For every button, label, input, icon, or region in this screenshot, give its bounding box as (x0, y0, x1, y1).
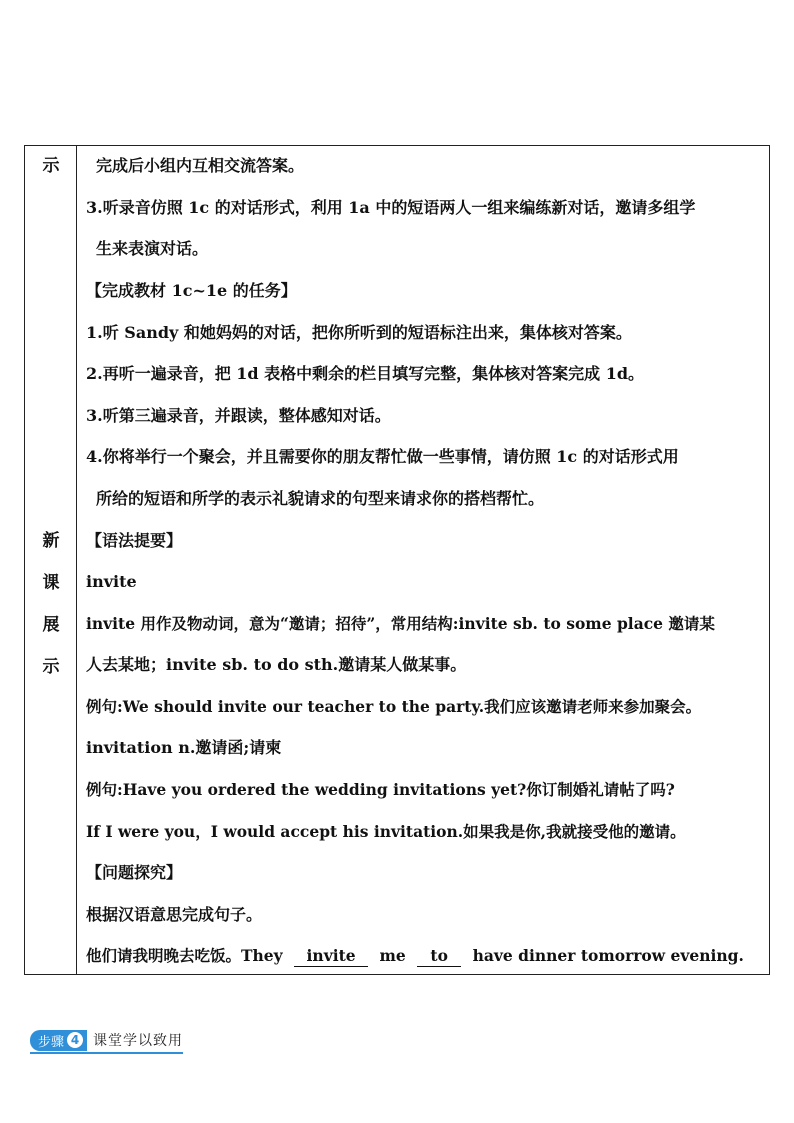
exercise-middle: me (379, 946, 406, 965)
content-line: 人去某地；invite sb. to do sth.邀请某人做某事。 (86, 655, 467, 674)
section-label-char: 新 (42, 531, 60, 551)
content-line: 完成后小组内互相交流答案。 (96, 156, 305, 175)
lesson-table (24, 145, 770, 975)
content-line: 所给的短语和所学的表示礼貌请求的句型来请求你的搭档帮忙。 (96, 489, 545, 508)
step-number: 4 (67, 1032, 83, 1048)
step-badge-label: 步骤 (38, 1034, 65, 1050)
exercise-sentence (86, 944, 768, 968)
answer-blank-2: to (417, 946, 461, 967)
section-heading: 【语法提要】 (86, 531, 183, 550)
section-label-char: 课 (42, 573, 60, 593)
step-header (30, 1030, 183, 1054)
answer-blank-1: invite (294, 946, 368, 967)
step-title: 课堂学以致用 (93, 1033, 184, 1049)
content-line: invite (86, 572, 137, 591)
example-sentence: 例句:Have you ordered the wedding invitations yet?你订制婚礼请帖了吗? (86, 780, 675, 799)
content-column (78, 146, 768, 974)
example-sentence: If I were you，I would accept his invitation.如果我是你,我就接受他的邀请。 (86, 822, 686, 841)
section-heading: 【问题探究】 (86, 863, 183, 882)
content-line: invite 用作及物动词，意为“邀请；招待”，常用结构:invite sb. to some place 邀请某 (86, 614, 715, 633)
exercise-prefix: 他们请我明晚去吃饭。They (86, 946, 283, 965)
content-line: 根据汉语意思完成句子。 (86, 905, 263, 924)
content-line: 1.听 Sandy 和她妈妈的对话，把你所听到的短语标注出来，集体核对答案。 (86, 323, 632, 342)
content-line: 生来表演对话。 (96, 239, 209, 258)
section-label-char: 示 (42, 156, 60, 176)
content-line: 4.你将举行一个聚会，并且需要你的朋友帮忙做一些事情，请仿照 1c 的对话形式用 (86, 447, 679, 466)
content-line: invitation n.邀请函;请柬 (86, 738, 282, 757)
section-label-column (25, 146, 77, 974)
section-label-char: 展 (42, 615, 60, 635)
content-line: 2.再听一遍录音，把 1d 表格中剩余的栏目填写完整，集体核对答案完成 1d。 (86, 364, 645, 383)
exercise-suffix: have dinner tomorrow evening. (472, 946, 744, 965)
section-label-char: 示 (42, 657, 60, 677)
example-sentence: 例句:We should invite our teacher to the party.我们应该邀请老师来参加聚会。 (86, 697, 702, 716)
content-line: 3.听录音仿照 1c 的对话形式，利用 1a 中的短语两人一组来编练新对话，邀请多组学 (86, 198, 696, 217)
section-heading: 【完成教材 1c~1e 的任务】 (86, 281, 297, 300)
content-line: 3.听第三遍录音，并跟读，整体感知对话。 (86, 406, 391, 425)
step-badge (30, 1030, 87, 1051)
